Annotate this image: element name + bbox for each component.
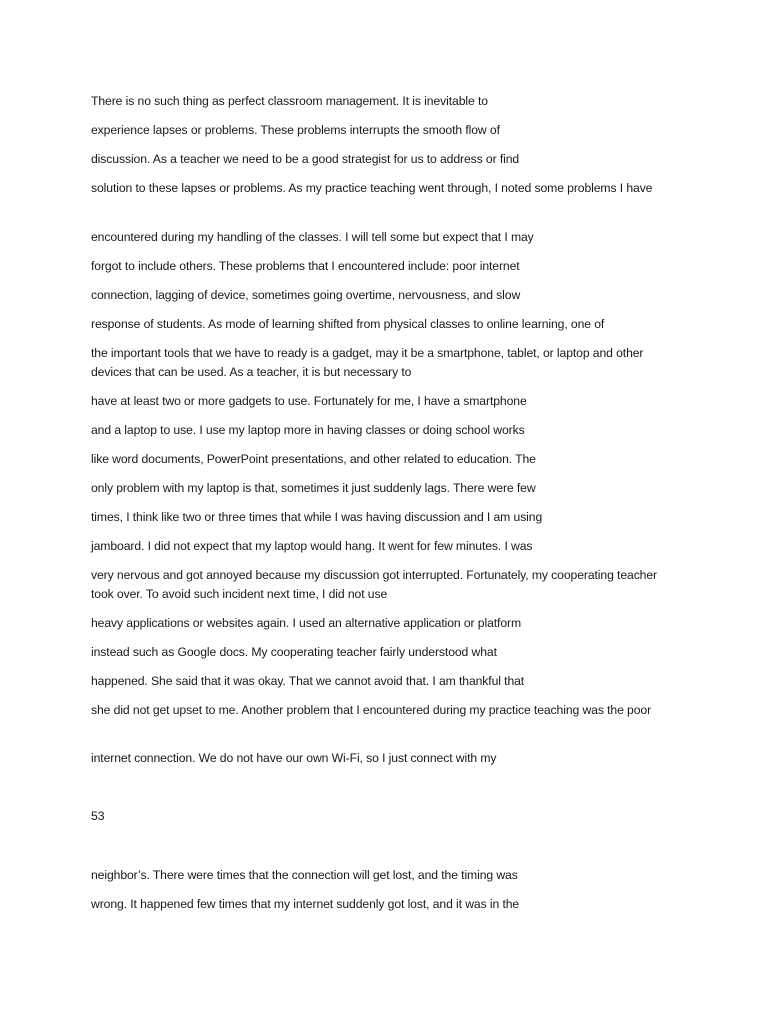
paragraph-line: heavy applications or websites again. I used an alternative application or platform (91, 616, 522, 630)
paragraph-line: jamboard. I did not expect that my laptop would hang. It went for few minutes. I was (91, 539, 533, 553)
paragraph-line: forgot to include others. These problems that I encountered include: poor internet (91, 259, 520, 273)
paragraph-line: very nervous and got annoyed because my discussion got interrupted. Fortunately, my cooperating teacher took over. To avoid such incident next time, I did not use (91, 568, 657, 601)
paragraph-line: There is no such thing as perfect classroom management. It is inevitable to (91, 94, 488, 108)
paragraph-line: and a laptop to use. I use my laptop more in having classes or doing school works (91, 423, 525, 437)
paragraph-line: discussion. As a teacher we need to be a good strategist for us to address or find (91, 152, 520, 166)
paragraph-line: internet connection. We do not have our own Wi-Fi, so I just connect with my (91, 751, 497, 765)
paragraph-line: like word documents, PowerPoint presentations, and other related to education. The (91, 452, 536, 466)
paragraph-line: have at least two or more gadgets to use. Fortunately for me, I have a smartphone (91, 394, 527, 408)
paragraph-line: the important tools that we have to ready is a gadget, may it be a smartphone, tablet, or laptop and other devices that can be used. As a teacher, it is but necessary to (91, 346, 644, 379)
paragraph-line: only problem with my laptop is that, sometimes it just suddenly lags. There were few (91, 481, 536, 495)
paragraph-line: experience lapses or problems. These problems interrupts the smooth flow of (91, 123, 500, 137)
paragraph-line: happened. She said that it was okay. That we cannot avoid that. I am thankful that (91, 674, 525, 688)
paragraph-line: times, I think like two or three times that while I was having discussion and I am using (91, 510, 543, 524)
paragraph-line: solution to these lapses or problems. As my practice teaching went through, I noted some problems I have (91, 181, 653, 195)
page-number: 53 (91, 809, 105, 823)
paragraph-line: connection, lagging of device, sometimes going overtime, nervousness, and slow (91, 288, 521, 302)
paragraph-line: she did not get upset to me. Another problem that I encountered during my practice teaching was the poor (91, 703, 652, 717)
paragraph-line: instead such as Google docs. My cooperating teacher fairly understood what (91, 645, 497, 659)
paragraph-line: neighbor’s. There were times that the connection will get lost, and the timing was (91, 868, 518, 882)
paragraph-line: wrong. It happened few times that my internet suddenly got lost, and it was in the (91, 897, 520, 911)
paragraph-line: encountered during my handling of the classes. I will tell some but expect that I may (91, 230, 534, 244)
paragraph-line: response of students. As mode of learning shifted from physical classes to online learning, one of (91, 317, 605, 331)
